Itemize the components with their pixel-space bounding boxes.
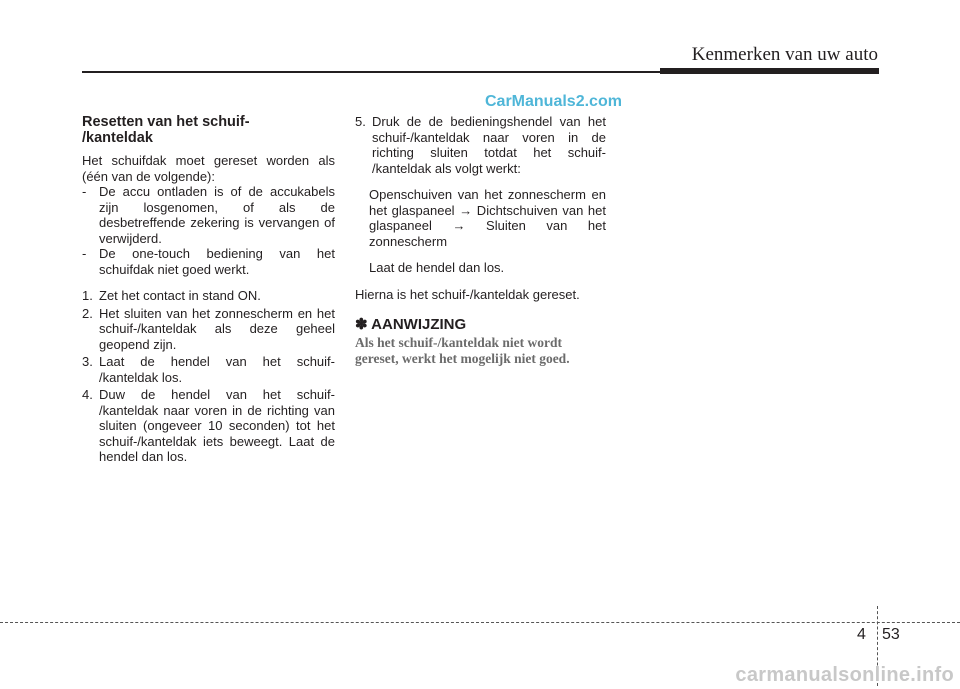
step-number: 5. (355, 114, 366, 129)
step-number: 3. (82, 354, 93, 369)
step-text: Zet het contact in stand ON. (99, 288, 261, 303)
section-heading-line1: Resetten van het schuif- (82, 114, 250, 130)
section-heading-line2: /kanteldak (82, 130, 153, 146)
bullet-item (82, 246, 335, 277)
step-item (355, 114, 606, 176)
footer-divider (0, 622, 960, 623)
bullet-marker: - (82, 246, 87, 261)
sequence-text: Openschuiven van het zonnescherm en het glaspaneel → Dichtschuiven van het glaspaneel → Sluiten van het zonnescherm (369, 187, 606, 249)
page-number: 53 (882, 626, 900, 643)
left-column (82, 114, 335, 465)
step-item (82, 354, 335, 385)
step-number: 2. (82, 305, 93, 321)
conclusion-text: Hierna is het schuif-/kanteldak gereset. (355, 286, 580, 302)
section-heading (82, 114, 335, 146)
bullet-marker: - (82, 184, 87, 199)
footer-watermark-link[interactable]: carmanualsonline.info (735, 664, 954, 686)
step-item (82, 288, 335, 304)
bullet-text: De one-touch bediening van het schuifdak niet goed werkt. (99, 246, 335, 277)
bullet-item (82, 184, 335, 246)
chapter-number: 4 (857, 626, 866, 643)
step-text: Laat de hendel van het schuif- /kanteldak los. (99, 354, 335, 385)
step-text: Druk de de bedieningshendel van het schuif-/kanteldak naar voren in de richting sluiten totdat het schuif- /kanteldak als volgt werkt: (372, 114, 606, 176)
note-heading: ✽ AANWIJZING (355, 316, 467, 333)
step-text: Duw de hendel van het schuif- /kanteldak naar voren in de richting van sluiten (ongeveer 10 seconden) tot het schuif-/kanteldak iets beweegt. Laat de hendel dan los. (99, 387, 335, 464)
bullet-text: De accu ontladen is of de accukabels zijn losgenomen, of als de desbetreffende zekering is vervangen of verwijderd. (99, 184, 335, 246)
step-item (82, 306, 335, 353)
step-item (82, 387, 335, 465)
right-column (355, 114, 606, 366)
step-number: 1. (82, 288, 93, 303)
header-title: Kenmerken van uw auto (691, 44, 878, 65)
step-text: Het sluiten van het zonnescherm en het schuif-/kanteldak als deze geheel geopend zijn. (99, 305, 335, 352)
note-text: Als het schuif-/kanteldak niet wordt gereset, werkt het mogelijk niet goed. (355, 335, 570, 366)
intro-paragraph: Het schuifdak moet gereset worden als (één van de volgende): (82, 153, 335, 184)
release-text: Laat de hendel dan los. (369, 260, 505, 275)
step-number: 4. (82, 387, 93, 402)
header-rule (82, 71, 660, 73)
watermark-top-link[interactable]: CarManuals2.com (485, 93, 622, 110)
header-rule-thick (660, 68, 879, 74)
